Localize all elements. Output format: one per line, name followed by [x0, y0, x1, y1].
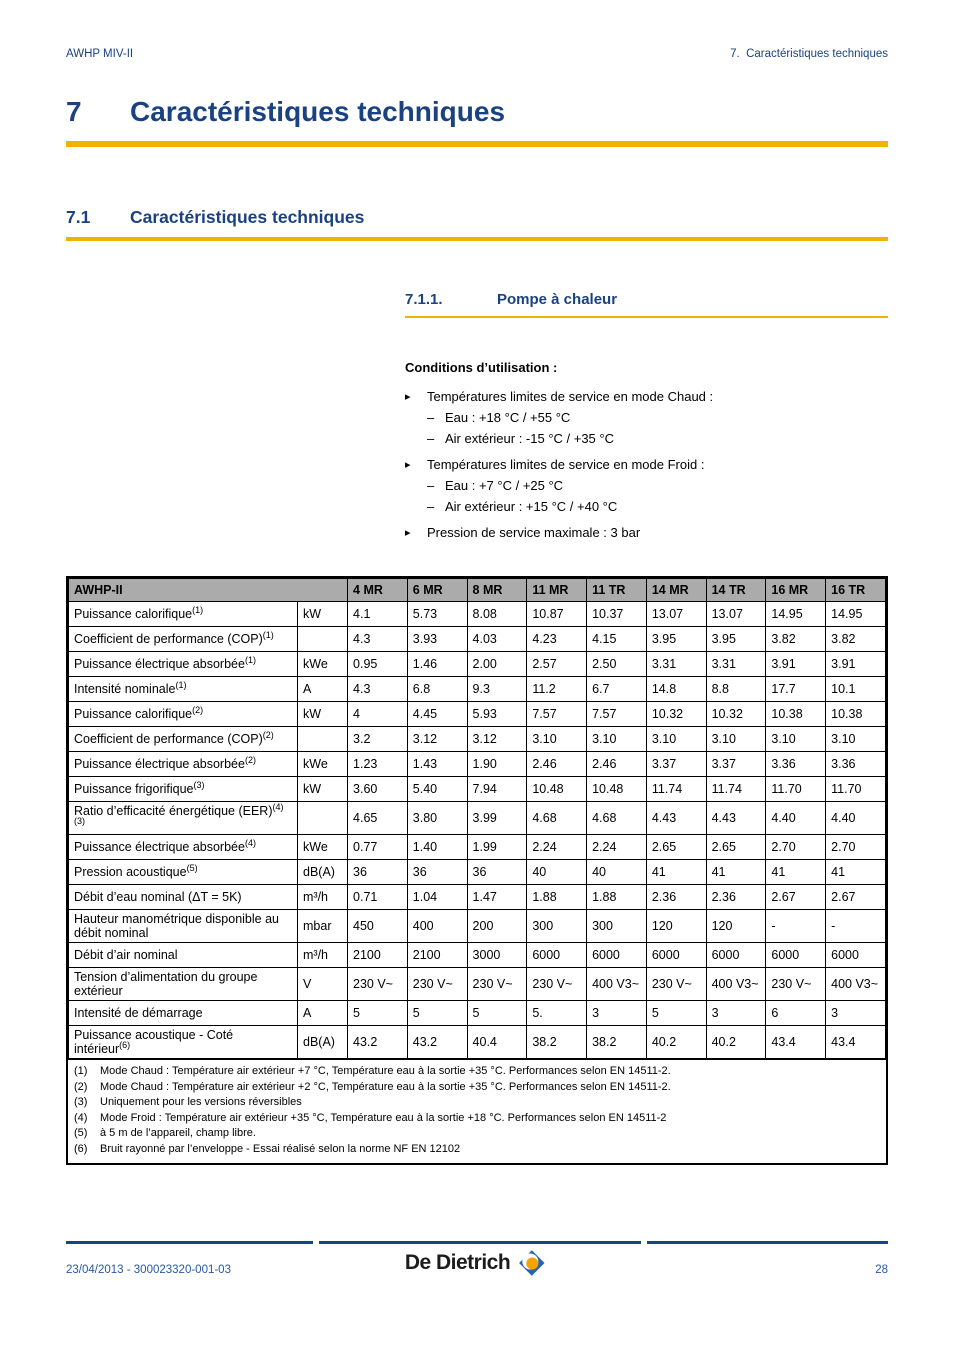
cell-value: 5	[407, 1001, 467, 1026]
cell-value: 10.32	[646, 702, 706, 727]
cell-value: 6000	[527, 943, 587, 968]
footnote-marker: (6)	[74, 1142, 88, 1155]
cell-value: 5	[646, 1001, 706, 1026]
cell-value: 2.65	[706, 835, 766, 860]
cell-value: 6000	[706, 943, 766, 968]
cell-value: 38.2	[527, 1026, 587, 1059]
row-unit: kWe	[298, 752, 348, 777]
cell-value: 36	[467, 860, 527, 885]
row-label: Puissance frigorifique$^{(3)}$	[69, 777, 298, 802]
row-unit: m³/h	[298, 943, 348, 968]
cell-value: 2.36	[646, 885, 706, 910]
cell-value: 13.07	[706, 602, 766, 627]
cell-value: 3.2	[348, 727, 408, 752]
subsection-divider	[405, 316, 888, 318]
column-header: 16 TR	[826, 579, 886, 602]
cell-value: 1.99	[467, 835, 527, 860]
chapter-divider	[66, 141, 888, 147]
cell-value: 1.04	[407, 885, 467, 910]
cell-value: 40	[587, 860, 647, 885]
table-row	[69, 802, 886, 835]
cell-value: 2.46	[587, 752, 647, 777]
footnote-ref: (1)	[192, 604, 204, 615]
list-item	[405, 523, 888, 543]
table-row	[69, 835, 886, 860]
row-label: Coefficient de performance (COP)$^{(2)}$	[69, 727, 298, 752]
cell-value: 3.91	[766, 652, 826, 677]
row-unit: kW	[298, 602, 348, 627]
dash-bullet-icon: –	[427, 431, 435, 446]
row-label: Intensité nominale$^{(1)}$	[69, 677, 298, 702]
cell-value: 7.94	[467, 777, 527, 802]
footnote-ref: (4)	[244, 837, 256, 848]
cell-value: 3.37	[646, 752, 706, 777]
cell-value: 40.2	[706, 1026, 766, 1059]
cell-value: 40.2	[646, 1026, 706, 1059]
cell-value: 4.43	[646, 802, 706, 835]
table-row	[69, 702, 886, 727]
cell-value: 2.36	[706, 885, 766, 910]
footnote-ref: (1)	[175, 679, 187, 690]
column-header: 14 TR	[706, 579, 766, 602]
footnote	[74, 1111, 880, 1127]
row-unit: mbar	[298, 910, 348, 943]
subsection-number: 7.1.1.	[405, 291, 443, 308]
table-footnotes	[68, 1059, 886, 1163]
cell-value: 2.46	[527, 752, 587, 777]
cell-value: 200	[467, 910, 527, 943]
triangle-bullet-icon: ▸	[405, 527, 411, 539]
spec-table-header-row	[69, 579, 886, 602]
cell-value: 3.31	[706, 652, 766, 677]
section-title	[66, 207, 888, 228]
cell-value: 3	[706, 1001, 766, 1026]
footnote-text: Mode Froid : Température air extérieur +35 °C, Température eau à la sortie +18 °C. Performances selon EN 14511-2	[100, 1111, 667, 1124]
cell-value: 1.88	[587, 885, 647, 910]
cell-value: 10.37	[587, 602, 647, 627]
cell-value: 1.88	[527, 885, 587, 910]
cell-value: 6	[766, 1001, 826, 1026]
cell-value: 14.95	[826, 602, 886, 627]
column-header: 11 TR	[587, 579, 647, 602]
row-unit	[298, 627, 348, 652]
table-row	[69, 727, 886, 752]
row-label: Puissance électrique absorbée$^{(1)}$	[69, 652, 298, 677]
cell-value: 2.24	[527, 835, 587, 860]
cell-value: 38.2	[587, 1026, 647, 1059]
footnote	[74, 1095, 880, 1111]
page-footer	[66, 1241, 888, 1288]
cell-value: 0.71	[348, 885, 408, 910]
cell-value: 3.37	[706, 752, 766, 777]
cell-value: 2.70	[766, 835, 826, 860]
list-item-text: Eau : +7 °C / +25 °C	[445, 478, 564, 493]
footnote-ref: (1)	[262, 629, 274, 640]
cell-value: 450	[348, 910, 408, 943]
section-divider	[66, 237, 888, 241]
footnote-marker: (4)	[74, 1111, 88, 1124]
table-corner-label: AWHP-II	[69, 579, 348, 602]
list-item	[427, 476, 888, 496]
cell-value: 11.70	[766, 777, 826, 802]
cell-value: 2.57	[527, 652, 587, 677]
row-unit: dB(A)	[298, 860, 348, 885]
spec-table	[68, 578, 886, 1059]
cell-value: 2.67	[826, 885, 886, 910]
cell-value: 230 V~	[467, 968, 527, 1001]
footer-doc-reference: 23/04/2013 - 300023320-001-03	[66, 1264, 231, 1276]
cell-value: 400 V3~	[706, 968, 766, 1001]
cell-value: 5	[348, 1001, 408, 1026]
cell-value: 7.57	[587, 702, 647, 727]
cell-value: 9.3	[467, 677, 527, 702]
row-label: Pression acoustique$^{(5)}$	[69, 860, 298, 885]
cell-value: 2.50	[587, 652, 647, 677]
cell-value: 6.8	[407, 677, 467, 702]
table-row	[69, 1001, 886, 1026]
row-label: Puissance électrique absorbée$^{(4)}$	[69, 835, 298, 860]
cell-value: 2.65	[646, 835, 706, 860]
cell-value: 3.10	[646, 727, 706, 752]
triangle-bullet-icon: ▸	[405, 391, 411, 403]
column-header: 8 MR	[467, 579, 527, 602]
subsection-title-text: Pompe à chaleur	[497, 291, 618, 308]
footnote-text: Mode Chaud : Température air extérieur +7 °C, Température eau à la sortie +35 °C. Performances selon EN 14511-2.	[100, 1065, 671, 1077]
row-label: Puissance électrique absorbée$^{(2)}$	[69, 752, 298, 777]
dash-bullet-icon: –	[427, 410, 435, 425]
cell-value: 2.70	[826, 835, 886, 860]
cell-value: 300	[527, 910, 587, 943]
list-item	[405, 455, 888, 475]
cell-value: 2.67	[766, 885, 826, 910]
running-header	[66, 0, 888, 60]
cell-value: 14.8	[646, 677, 706, 702]
cell-value: 2.00	[467, 652, 527, 677]
cell-value: 3.10	[826, 727, 886, 752]
table-row	[69, 910, 886, 943]
triangle-bullet-icon: ▸	[405, 459, 411, 471]
footnote-ref: (1)	[244, 654, 256, 665]
cell-value: -	[826, 910, 886, 943]
cell-value: 230 V~	[407, 968, 467, 1001]
cell-value: 36	[348, 860, 408, 885]
de-dietrich-logo	[405, 1246, 549, 1280]
cell-value: 2100	[348, 943, 408, 968]
cell-value: 11.2	[527, 677, 587, 702]
cell-value: 3.36	[766, 752, 826, 777]
cell-value: 300	[587, 910, 647, 943]
cell-value: 4.15	[587, 627, 647, 652]
cell-value: 0.95	[348, 652, 408, 677]
section-title-text: Caractéristiques techniques	[130, 207, 365, 227]
cell-value: 3.99	[467, 802, 527, 835]
column-header: 16 MR	[766, 579, 826, 602]
cell-value: 4.23	[527, 627, 587, 652]
cell-value: 41	[646, 860, 706, 885]
footnote-ref: (5)	[186, 862, 198, 873]
cell-value: 4.3	[348, 677, 408, 702]
cell-value: 40	[527, 860, 587, 885]
row-label: Débit d’eau nominal (ΔT = 5K)	[69, 885, 298, 910]
row-label: Hauteur manométrique disponible au débit nominal	[69, 910, 298, 943]
chapter-title	[66, 96, 888, 128]
cell-value: 3.12	[407, 727, 467, 752]
section-number: 7.1	[66, 207, 91, 227]
row-label: Puissance calorifique$^{(1)}$	[69, 602, 298, 627]
cell-value: 3.95	[646, 627, 706, 652]
footnote	[74, 1126, 880, 1142]
cell-value: 3.10	[766, 727, 826, 752]
conditions-title: Conditions d’utilisation :	[405, 360, 558, 375]
cell-value: 3.10	[706, 727, 766, 752]
cell-value: 230 V~	[766, 968, 826, 1001]
dash-bullet-icon: –	[427, 499, 435, 514]
cell-value: 43.2	[348, 1026, 408, 1059]
list-item-text: Air extérieur : +15 °C / +40 °C	[445, 499, 618, 514]
cell-value: 6000	[826, 943, 886, 968]
subsection-title	[405, 291, 888, 308]
cell-value: 5.73	[407, 602, 467, 627]
row-label: Intensité de démarrage	[69, 1001, 298, 1026]
footnote-text: Bruit rayonné par l’enveloppe - Essai réalisé selon la norme NF EN 12102	[100, 1142, 461, 1155]
footnote	[74, 1080, 880, 1096]
list-item-text: Températures limites de service en mode Chaud :	[427, 389, 714, 404]
cell-value: 1.23	[348, 752, 408, 777]
chapter-number: 7	[66, 96, 82, 127]
list-item-text: Air extérieur : -15 °C / +35 °C	[445, 431, 614, 446]
column-header: 4 MR	[348, 579, 408, 602]
cell-value: 400 V3~	[587, 968, 647, 1001]
cell-value: 43.4	[766, 1026, 826, 1059]
list-item	[405, 387, 888, 407]
footnote	[74, 1064, 880, 1080]
cell-value: 3.10	[587, 727, 647, 752]
cell-value: 0.77	[348, 835, 408, 860]
row-unit	[298, 802, 348, 835]
cell-value: 4.45	[407, 702, 467, 727]
table-row	[69, 860, 886, 885]
footnote-text: Mode Chaud : Température air extérieur +2 °C, Température eau à la sortie +35 °C. Performances selon EN 14511-2.	[100, 1080, 671, 1093]
footer-divider	[66, 1241, 888, 1244]
row-unit: kW	[298, 702, 348, 727]
footnote-ref: (4)(3)	[74, 801, 284, 826]
cell-value: 4.68	[587, 802, 647, 835]
list-item-text: Eau : +18 °C / +55 °C	[445, 410, 571, 425]
table-row	[69, 777, 886, 802]
row-label: Débit d’air nominal	[69, 943, 298, 968]
cell-value: 11.74	[646, 777, 706, 802]
footnote-text: Uniquement pour les versions réversibles	[100, 1096, 302, 1108]
column-header: 14 MR	[646, 579, 706, 602]
cell-value: 6000	[766, 943, 826, 968]
cell-value: 41	[706, 860, 766, 885]
cell-value: 5.	[527, 1001, 587, 1026]
cell-value: 4.40	[766, 802, 826, 835]
cell-value: 3.95	[706, 627, 766, 652]
row-label: Puissance calorifique$^{(2)}$	[69, 702, 298, 727]
table-row	[69, 677, 886, 702]
footnote-ref: (3)	[193, 779, 205, 790]
cell-value: 3.82	[766, 627, 826, 652]
cell-value: 3000	[467, 943, 527, 968]
cell-value: 3	[587, 1001, 647, 1026]
spec-table-frame	[66, 576, 888, 1165]
cell-value: 8.8	[706, 677, 766, 702]
cell-value: 1.46	[407, 652, 467, 677]
cell-value: 3.12	[467, 727, 527, 752]
table-row	[69, 885, 886, 910]
row-unit: kWe	[298, 652, 348, 677]
conditions-list	[405, 387, 888, 543]
cell-value: 1.47	[467, 885, 527, 910]
cell-value: 6000	[587, 943, 647, 968]
footnote-marker: (1)	[74, 1065, 88, 1077]
cell-value: 10.87	[527, 602, 587, 627]
footnote-text: à 5 m de l’appareil, champ libre.	[100, 1127, 256, 1139]
logo-text: De Dietrich	[404, 1251, 511, 1274]
cell-value: 3.60	[348, 777, 408, 802]
footnote-ref: (6)	[119, 1039, 131, 1050]
cell-value: 1.40	[407, 835, 467, 860]
cell-value: 400	[407, 910, 467, 943]
cell-value: 3.10	[527, 727, 587, 752]
cell-value: 120	[706, 910, 766, 943]
row-unit: m³/h	[298, 885, 348, 910]
cell-value: 3.31	[646, 652, 706, 677]
cell-value: 120	[646, 910, 706, 943]
row-label: Tension d’alimentation du groupe extérieur	[69, 968, 298, 1001]
cell-value: 4	[348, 702, 408, 727]
row-label: Ratio d’efficacité énergétique (EER)$^{(4)(3)}$	[69, 802, 298, 835]
cell-value: 2100	[407, 943, 467, 968]
column-header: 6 MR	[407, 579, 467, 602]
cell-value: 10.1	[826, 677, 886, 702]
cell-value: 4.68	[527, 802, 587, 835]
cell-value: 3.93	[407, 627, 467, 652]
column-header: 11 MR	[527, 579, 587, 602]
cell-value: 41	[766, 860, 826, 885]
table-row	[69, 602, 886, 627]
cell-value: 4.03	[467, 627, 527, 652]
table-row	[69, 652, 886, 677]
list-item-text: Températures limites de service en mode Froid :	[427, 457, 705, 472]
footnote-marker: (2)	[74, 1080, 88, 1093]
row-unit: dB(A)	[298, 1026, 348, 1059]
cell-value: 4.43	[706, 802, 766, 835]
cell-value: 4.1	[348, 602, 408, 627]
cell-value: 10.48	[587, 777, 647, 802]
cell-value: 5	[467, 1001, 527, 1026]
list-item-text: Pression de service maximale : 3 bar	[427, 525, 641, 540]
table-row	[69, 752, 886, 777]
cell-value: 4.3	[348, 627, 408, 652]
table-row	[69, 943, 886, 968]
chapter-title-text: Caractéristiques techniques	[130, 96, 506, 127]
cell-value: 4.65	[348, 802, 408, 835]
cell-value: 14.95	[766, 602, 826, 627]
cell-value: 1.90	[467, 752, 527, 777]
cell-value: 3.91	[826, 652, 886, 677]
cell-value: 17.7	[766, 677, 826, 702]
list-item	[427, 497, 888, 517]
cell-value: 6.7	[587, 677, 647, 702]
cell-value: 5.40	[407, 777, 467, 802]
row-unit: V	[298, 968, 348, 1001]
cell-value: 10.38	[826, 702, 886, 727]
cell-value: 5.93	[467, 702, 527, 727]
table-row	[69, 627, 886, 652]
row-unit: kWe	[298, 835, 348, 860]
cell-value: 1.43	[407, 752, 467, 777]
cell-value: 3.82	[826, 627, 886, 652]
cell-value: 230 V~	[348, 968, 408, 1001]
cell-value: 2.24	[587, 835, 647, 860]
cell-value: 43.2	[407, 1026, 467, 1059]
cell-value: 4.40	[826, 802, 886, 835]
cell-value: 36	[407, 860, 467, 885]
dash-bullet-icon: –	[427, 478, 435, 493]
cell-value: 10.38	[766, 702, 826, 727]
footnote-ref: (2)	[262, 729, 274, 740]
cell-value: 41	[826, 860, 886, 885]
diamond-logo-icon	[515, 1246, 549, 1280]
cell-value: 3.36	[826, 752, 886, 777]
cell-value: 13.07	[646, 602, 706, 627]
row-unit: A	[298, 677, 348, 702]
running-header-left: AWHP MIV-II	[66, 48, 134, 60]
cell-value: -	[766, 910, 826, 943]
cell-value: 400 V3~	[826, 968, 886, 1001]
running-header-right: 7. Caractéristiques techniques	[730, 48, 888, 60]
table-row	[69, 1026, 886, 1059]
row-unit	[298, 727, 348, 752]
footnote-marker: (3)	[74, 1096, 88, 1108]
cell-value: 8.08	[467, 602, 527, 627]
cell-value: 43.4	[826, 1026, 886, 1059]
cell-value: 6000	[646, 943, 706, 968]
cell-value: 3	[826, 1001, 886, 1026]
cell-value: 40.4	[467, 1026, 527, 1059]
page-number: 28	[875, 1264, 888, 1276]
cell-value: 10.32	[706, 702, 766, 727]
table-row	[69, 968, 886, 1001]
row-label: Puissance acoustique - Coté intérieur$^{(6)}$	[69, 1026, 298, 1059]
list-item	[427, 408, 888, 428]
cell-value: 10.48	[527, 777, 587, 802]
cell-value: 230 V~	[527, 968, 587, 1001]
footnote-ref: (2)	[244, 754, 256, 765]
cell-value: 230 V~	[646, 968, 706, 1001]
footnote-marker: (5)	[74, 1127, 88, 1139]
cell-value: 7.57	[527, 702, 587, 727]
row-label: Coefficient de performance (COP)$^{(1)}$	[69, 627, 298, 652]
footnote	[74, 1142, 880, 1158]
footnote-ref: (2)	[192, 704, 204, 715]
cell-value: 3.80	[407, 802, 467, 835]
row-unit: A	[298, 1001, 348, 1026]
list-item	[427, 429, 888, 449]
cell-value: 11.70	[826, 777, 886, 802]
cell-value: 11.74	[706, 777, 766, 802]
row-unit: kW	[298, 777, 348, 802]
